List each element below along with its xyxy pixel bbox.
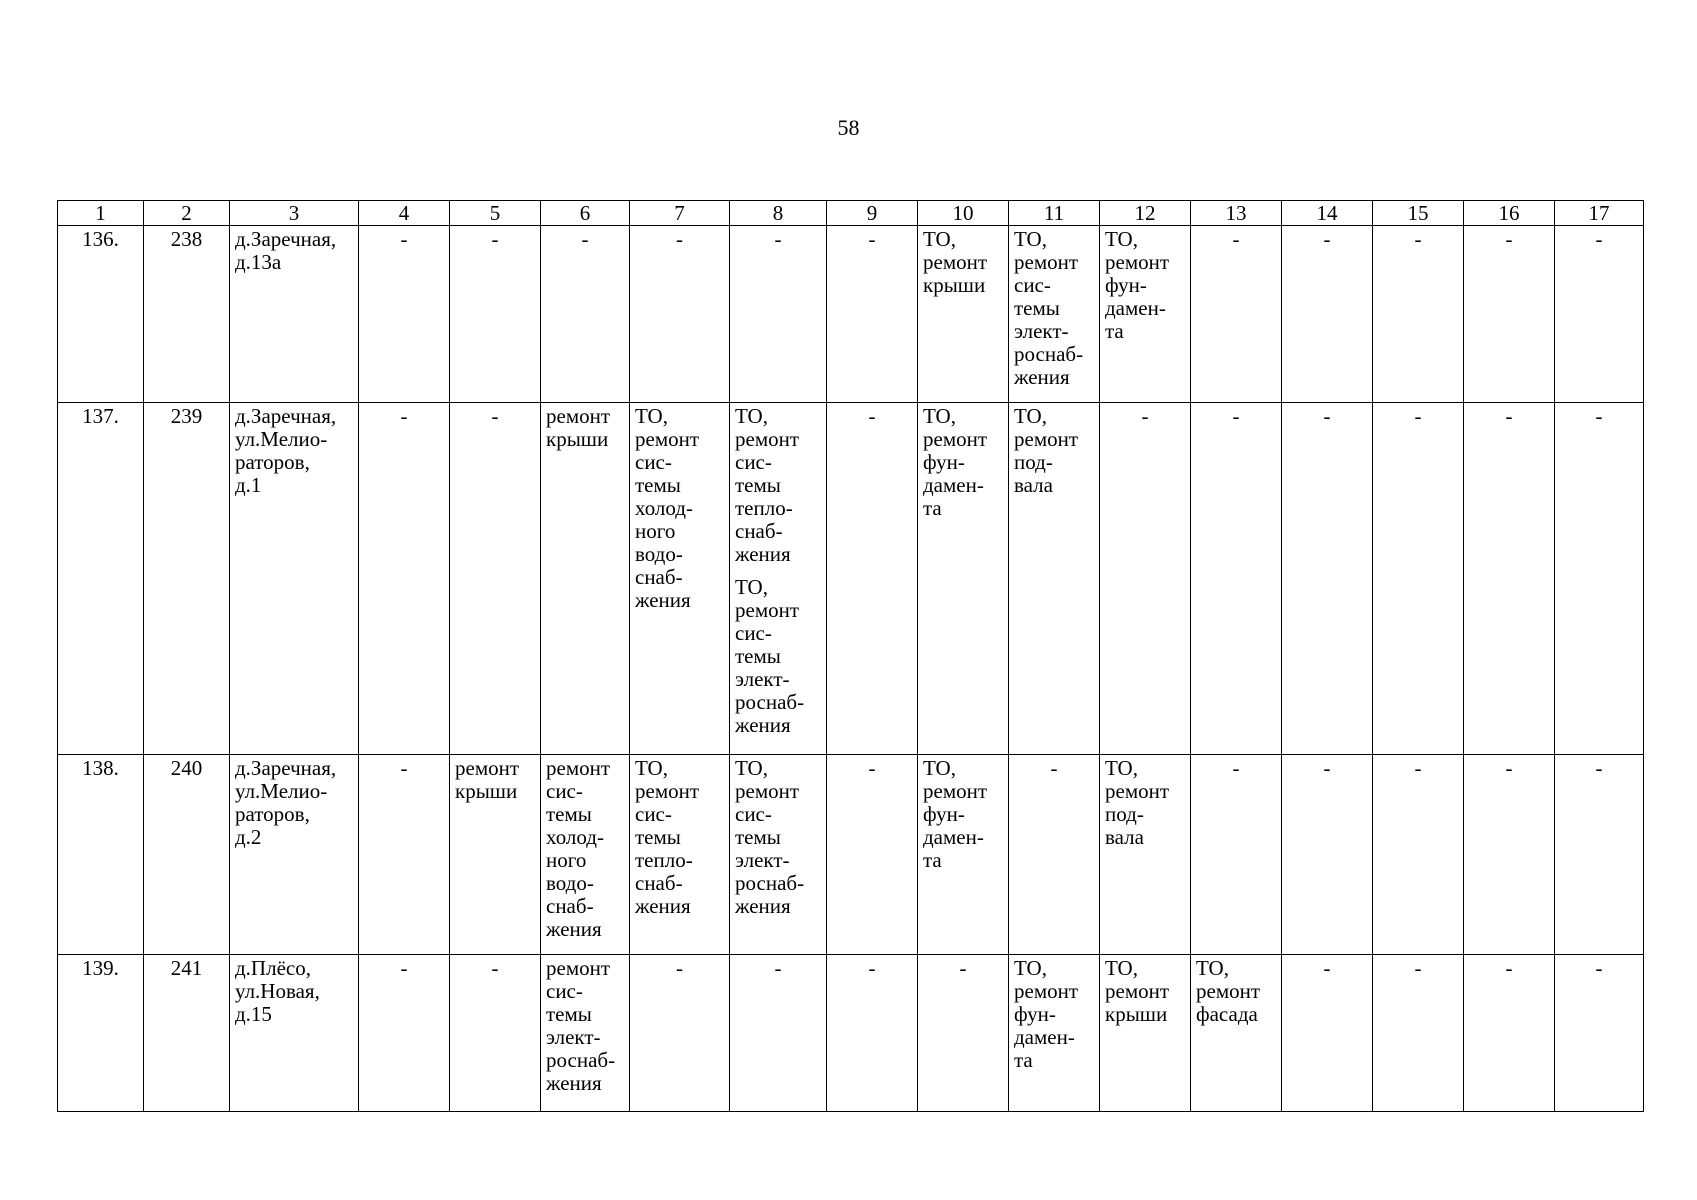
cell-text-line: та (1105, 319, 1124, 343)
table-cell: - (450, 403, 541, 755)
table-cell (630, 403, 730, 755)
cell-text-line: ТО, (1105, 956, 1138, 980)
cell-text-line: ТО, (1105, 756, 1138, 780)
table-cell (541, 955, 630, 1112)
cell-text-line: элект- (735, 667, 790, 691)
table-cell: - (1464, 755, 1555, 955)
page-number: 58 (837, 115, 860, 140)
address-cell (230, 226, 359, 403)
table-cell (918, 403, 1009, 755)
table-cell: - (1555, 755, 1644, 955)
table-cell: - (1555, 226, 1644, 403)
table-cell: - (541, 226, 630, 403)
table-cell: - (827, 226, 918, 403)
table-row (58, 755, 1644, 955)
house-id-cell: 241 (144, 955, 230, 1112)
cell-text-line: ТО, (923, 404, 956, 428)
row-number-cell: 136. (58, 226, 144, 403)
cell-text-line: ремонт (455, 756, 520, 780)
cell-text-line: роснаб- (1014, 342, 1084, 366)
cell-text-line: ремонт (635, 779, 700, 803)
cell-text-line: фасада (1196, 1002, 1258, 1026)
cell-text-line: роснаб- (735, 871, 805, 895)
table-cell: - (1464, 955, 1555, 1112)
cell-text-line: ТО, (635, 756, 668, 780)
column-header: 7 (630, 201, 730, 226)
table-cell: - (827, 755, 918, 955)
cell-text-line: тепло- (635, 848, 693, 872)
table-cell: - (1373, 226, 1464, 403)
table-cell: - (1373, 403, 1464, 755)
cell-text-line: ремонт (735, 598, 800, 622)
cell-text-line: ремонт (1105, 979, 1170, 1003)
table-cell: - (359, 955, 450, 1112)
cell-text-line: сис- (546, 779, 583, 803)
cell-text-line: ремонт (735, 427, 800, 451)
table-cell (541, 403, 630, 755)
cell-text-line: д.15 (235, 1002, 272, 1026)
column-header: 10 (918, 201, 1009, 226)
column-header: 12 (1100, 201, 1191, 226)
table-cell (450, 755, 541, 955)
table-cell (918, 755, 1009, 955)
cell-text-line: ремонт (923, 779, 988, 803)
cell-text-line: сис- (735, 621, 772, 645)
cell-text-line: ремонт (1014, 979, 1079, 1003)
cell-text-line: крыши (1105, 1002, 1168, 1026)
cell-text-line: фун- (1014, 1002, 1056, 1026)
cell-text-line: сис- (735, 802, 772, 826)
table-row (58, 403, 1644, 755)
table-cell: - (1009, 755, 1100, 955)
cell-text-line: жения (735, 894, 791, 918)
cell-text-line: водо- (635, 542, 683, 566)
cell-text-line: холод- (546, 825, 604, 849)
address-cell (230, 955, 359, 1112)
table-cell: - (1464, 226, 1555, 403)
column-header: 15 (1373, 201, 1464, 226)
cell-text-line: под- (1105, 802, 1144, 826)
cell-text-line: дамен- (1105, 296, 1166, 320)
cell-text-line: д.2 (235, 825, 262, 849)
cell-text-line: та (923, 848, 942, 872)
table-row (58, 955, 1644, 1112)
column-header: 3 (230, 201, 359, 226)
table-cell: - (1282, 226, 1373, 403)
cell-text-line: ул.Новая, (235, 979, 320, 1003)
cell-text-line: роснаб- (546, 1048, 616, 1072)
cell-text-line: дамен- (923, 473, 984, 497)
cell-text-line: под- (1014, 450, 1053, 474)
cell-text-line: ремонт (1196, 979, 1261, 1003)
cell-text-line: элект- (1014, 319, 1069, 343)
table-cell: - (359, 403, 450, 755)
column-header: 6 (541, 201, 630, 226)
cell-text-line: та (923, 496, 942, 520)
cell-text-line: ремонт (735, 779, 800, 803)
cell-text-line: ремонт (635, 427, 700, 451)
column-header: 11 (1009, 201, 1100, 226)
column-header: 9 (827, 201, 918, 226)
cell-text-line: водо- (546, 871, 594, 895)
table-cell (918, 226, 1009, 403)
cell-text-line: темы (635, 473, 681, 497)
cell-text-line: раторов, (235, 802, 310, 826)
column-header: 1 (58, 201, 144, 226)
cell-text-line: ТО, (923, 227, 956, 251)
table-cell (1100, 955, 1191, 1112)
cell-text-line: ремонт (546, 756, 611, 780)
column-header: 17 (1555, 201, 1644, 226)
table-cell: - (630, 226, 730, 403)
cell-entry (735, 405, 821, 566)
table-cell (1009, 403, 1100, 755)
cell-text-line: жения (1014, 365, 1070, 389)
cell-text-line: жения (735, 542, 791, 566)
cell-text-line: вала (1014, 473, 1053, 497)
cell-text-line: жения (635, 894, 691, 918)
cell-text-line: ремонт (546, 956, 611, 980)
table-cell (630, 755, 730, 955)
column-header: 4 (359, 201, 450, 226)
cell-text-line: сис- (635, 802, 672, 826)
column-header: 8 (730, 201, 827, 226)
table-cell (730, 403, 827, 755)
house-id-cell: 239 (144, 403, 230, 755)
table-cell: - (918, 955, 1009, 1112)
table-cell: - (1282, 403, 1373, 755)
cell-text-line: фун- (1105, 273, 1147, 297)
cell-text-line: жения (735, 713, 791, 737)
cell-text-line: крыши (546, 427, 609, 451)
table-cell: - (1555, 955, 1644, 1112)
cell-text-line: ТО, (923, 756, 956, 780)
cell-text-line: раторов, (235, 450, 310, 474)
cell-text-line: фун- (923, 802, 965, 826)
address-cell (230, 755, 359, 955)
house-id-cell: 238 (144, 226, 230, 403)
cell-text-line: темы (635, 825, 681, 849)
repair-schedule-table (57, 200, 1644, 1112)
cell-text-line: ремонт (1014, 427, 1079, 451)
cell-text-line: ТО, (1014, 227, 1047, 251)
house-id-cell: 240 (144, 755, 230, 955)
cell-text-line: дамен- (1014, 1025, 1075, 1049)
cell-text-line: элект- (735, 848, 790, 872)
cell-text-line: ул.Мелио- (235, 427, 328, 451)
cell-text-line: холод- (635, 496, 693, 520)
cell-text-line: ТО, (1014, 956, 1047, 980)
cell-text-line: сис- (735, 450, 772, 474)
table-cell: - (1373, 955, 1464, 1112)
table-cell (1191, 955, 1282, 1112)
cell-text-line: темы (546, 802, 592, 826)
column-header: 5 (450, 201, 541, 226)
table-cell: - (450, 955, 541, 1112)
cell-text-line: вала (1105, 825, 1144, 849)
table-cell (730, 755, 827, 955)
cell-text-line: темы (735, 825, 781, 849)
cell-text-line: элект- (546, 1025, 601, 1049)
cell-text-line: дамен- (923, 825, 984, 849)
cell-text-line: фун- (923, 450, 965, 474)
table-cell: - (630, 955, 730, 1112)
table-cell: - (1100, 403, 1191, 755)
cell-text-line: жения (546, 917, 602, 941)
cell-text-line: ремонт (546, 404, 611, 428)
cell-text-line: ул.Мелио- (235, 779, 328, 803)
cell-text-line: ного (546, 848, 587, 872)
cell-text-line: д.Заречная, (235, 404, 337, 428)
cell-text-line: снаб- (735, 519, 783, 543)
header-row (58, 201, 1644, 226)
table-cell: - (827, 403, 918, 755)
table-cell (541, 755, 630, 955)
row-number-cell: 138. (58, 755, 144, 955)
cell-text-line: ТО, (1105, 227, 1138, 251)
table-cell: - (1464, 403, 1555, 755)
cell-entry (735, 576, 821, 737)
table-cell: - (730, 955, 827, 1112)
cell-text-line: ТО, (735, 756, 768, 780)
table-cell: - (450, 226, 541, 403)
table-cell (1100, 755, 1191, 955)
cell-text-line: ТО, (1196, 956, 1229, 980)
table-cell (1009, 955, 1100, 1112)
column-header: 13 (1191, 201, 1282, 226)
column-header: 16 (1464, 201, 1555, 226)
cell-text-line: темы (735, 473, 781, 497)
table-cell: - (1191, 226, 1282, 403)
table-cell (1009, 226, 1100, 403)
cell-text-line: ремонт (923, 250, 988, 274)
cell-text-line: ремонт (1105, 250, 1170, 274)
cell-text-line: снаб- (635, 871, 683, 895)
cell-text-line: д.Плёсо, (235, 956, 311, 980)
table-cell: - (1191, 403, 1282, 755)
table-row (58, 226, 1644, 403)
cell-text-line: ремонт (1105, 779, 1170, 803)
cell-text-line: роснаб- (735, 690, 805, 714)
cell-text-line: ТО, (635, 404, 668, 428)
cell-text-line: снаб- (546, 894, 594, 918)
column-header: 14 (1282, 201, 1373, 226)
table-cell: - (827, 955, 918, 1112)
cell-text-line: сис- (546, 979, 583, 1003)
table-cell: - (1282, 955, 1373, 1112)
cell-text-line: темы (735, 644, 781, 668)
cell-text-line: снаб- (635, 565, 683, 589)
cell-text-line: д.Заречная, (235, 227, 337, 251)
cell-text-line: крыши (923, 273, 986, 297)
table-cell: - (359, 755, 450, 955)
cell-text-line: крыши (455, 779, 518, 803)
cell-text-line: сис- (1014, 273, 1051, 297)
cell-text-line: д.1 (235, 473, 262, 497)
cell-text-line: ТО, (735, 575, 768, 599)
row-number-cell: 139. (58, 955, 144, 1112)
cell-text-line: темы (546, 1002, 592, 1026)
cell-text-line: ремонт (923, 427, 988, 451)
cell-text-line: сис- (635, 450, 672, 474)
table-cell: - (730, 226, 827, 403)
table-cell (1100, 226, 1191, 403)
row-number-cell: 137. (58, 403, 144, 755)
table-cell: - (1282, 755, 1373, 955)
cell-text-line: жения (635, 588, 691, 612)
cell-text-line: ного (635, 519, 676, 543)
cell-text-line: д.Заречная, (235, 756, 337, 780)
table-cell: - (1373, 755, 1464, 955)
cell-text-line: ремонт (1014, 250, 1079, 274)
cell-text-line: д.13а (235, 250, 282, 274)
cell-text-line: тепло- (735, 496, 793, 520)
table-cell: - (359, 226, 450, 403)
cell-text-line: ТО, (735, 404, 768, 428)
column-header: 2 (144, 201, 230, 226)
cell-text-line: та (1014, 1048, 1033, 1072)
cell-text-line: жения (546, 1071, 602, 1095)
table-cell: - (1555, 403, 1644, 755)
cell-text-line: ТО, (1014, 404, 1047, 428)
address-cell (230, 403, 359, 755)
table-cell: - (1191, 755, 1282, 955)
cell-text-line: темы (1014, 296, 1060, 320)
